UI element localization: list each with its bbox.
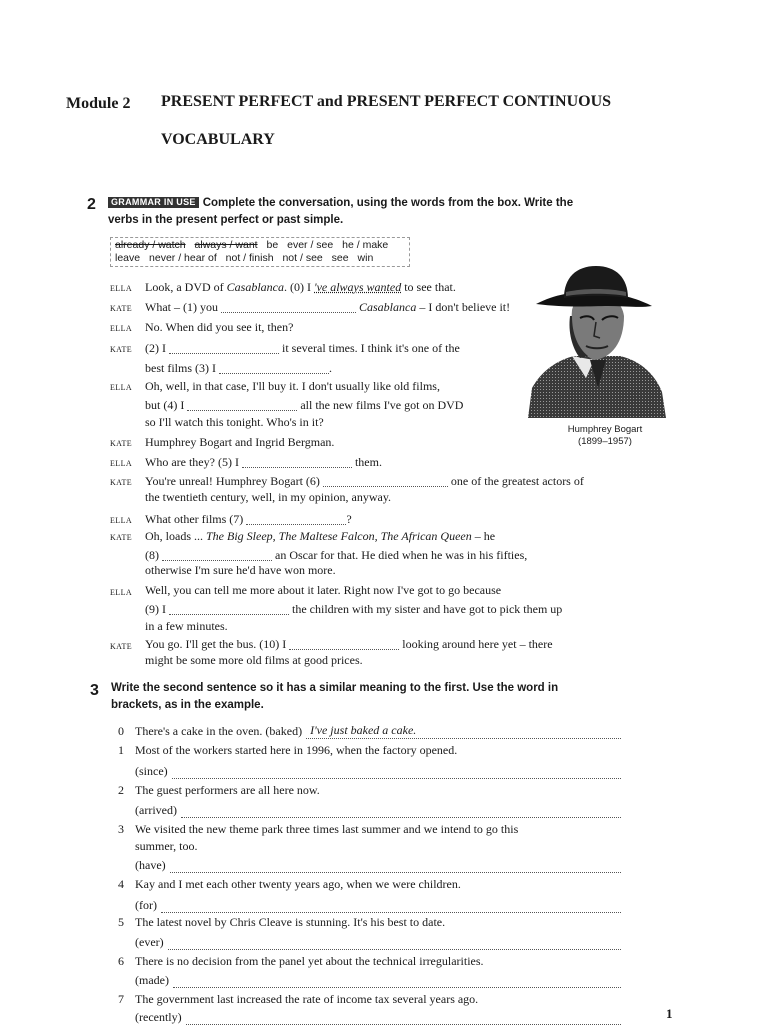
conversation-line: You're unreal! Humphrey Bogart (6) one of the greatest actors of xyxy=(145,474,584,488)
speaker-label: ELLA xyxy=(110,588,133,597)
answer-blank-5[interactable] xyxy=(242,455,352,468)
conversation-line: What – (1) you Casablanca – I don't believe it! xyxy=(145,300,511,314)
conversation-line: in a few minutes. xyxy=(145,619,228,633)
conversation-line: best films (3) I . xyxy=(145,361,332,375)
answer-blank-10[interactable] xyxy=(289,637,399,650)
item-number: 5 xyxy=(118,915,124,929)
item-answer-row: (arrived) xyxy=(135,803,621,818)
word-option: not / finish xyxy=(225,252,274,264)
answer-blank-6[interactable] xyxy=(323,474,448,487)
grammar-in-use-badge: GRAMMAR IN USE xyxy=(108,197,199,208)
exercise-2-instruction-line2: verbs in the present perfect or past simple. xyxy=(108,214,344,226)
word-option: always / want xyxy=(194,239,258,251)
conversation-line: Oh, well, in that case, I'll buy it. I don't usually like old films, xyxy=(145,379,440,393)
conversation-line: No. When did you see it, then? xyxy=(145,320,294,334)
item-number: 1 xyxy=(118,743,124,757)
section-subtitle: VOCABULARY xyxy=(161,131,275,148)
speaker-label: KATE xyxy=(110,304,133,313)
conversation-line: Well, you can tell me more about it later. Right now I've got to go because xyxy=(145,583,502,597)
item-number: 6 xyxy=(118,954,124,968)
conversation-line: (9) I the children with my sister and have got to pick them up xyxy=(145,602,563,616)
item-answer-row: (made) xyxy=(135,973,621,988)
word-option: ever / see xyxy=(287,239,334,251)
item-sentence: Most of the workers started here in 1996, when the factory opened. xyxy=(135,743,458,757)
answer-blank-3[interactable] xyxy=(219,361,329,374)
conversation-line: Humphrey Bogart and Ingrid Bergman. xyxy=(145,435,335,449)
answer-blank-9[interactable] xyxy=(169,602,289,615)
speaker-label: KATE xyxy=(110,642,133,651)
answer-blank-7[interactable] xyxy=(246,512,346,525)
word-box xyxy=(110,237,410,267)
conversation-line: (2) I it several times. I think it's one of the xyxy=(145,341,460,355)
item-sentence: The guest performers are all here now. xyxy=(135,783,320,797)
exercise-3-number: 3 xyxy=(90,682,99,699)
page-number: 1 xyxy=(666,1006,673,1021)
photo-caption-years: (1899–1957) xyxy=(578,436,632,447)
humphrey-bogart-photo xyxy=(528,260,666,418)
item-number: 0 xyxy=(118,724,124,738)
bogart-illustration-icon xyxy=(528,260,666,418)
item-sentence: There is no decision from the panel yet about the technical irregularities. xyxy=(135,954,484,968)
word-option: not / see xyxy=(282,252,323,264)
word-option: win xyxy=(357,252,374,264)
module-label: Module 2 xyxy=(66,95,131,112)
example-answer-line: I've just baked a cake. xyxy=(306,726,621,739)
page-title: PRESENT PERFECT and PRESENT PERFECT CONTINUOUS xyxy=(161,93,612,110)
conversation-line: but (4) I all the new films I've got on DVD xyxy=(145,398,464,412)
word-box-row-1 xyxy=(115,239,405,252)
answer-blank-4[interactable] xyxy=(187,398,297,411)
item-sentence: Kay and I met each other twenty years ago, when we were children. xyxy=(135,877,461,891)
item-number: 7 xyxy=(118,992,124,1006)
item-sentence: The government last increased the rate of income tax several years ago. xyxy=(135,992,479,1006)
conversation-line: Who are they? (5) I them. xyxy=(145,455,382,469)
word-box-row-2 xyxy=(115,252,405,265)
conversation-line: Oh, loads ... The Big Sleep, The Maltese Falcon, The African Queen – he xyxy=(145,529,496,543)
answer-line-6[interactable] xyxy=(173,975,621,988)
item-number: 4 xyxy=(118,877,124,891)
conversation-line: so I'll watch this tonight. Who's in it? xyxy=(145,415,324,429)
item-sentence: We visited the new theme park three times last summer and we intend to go this xyxy=(135,822,519,836)
answer-line-7[interactable] xyxy=(186,1012,621,1025)
conversation-line: You go. I'll get the bus. (10) I looking around here yet – there xyxy=(145,637,553,651)
exercise-3-instruction xyxy=(111,680,558,714)
speaker-label: ELLA xyxy=(110,324,133,333)
item-sentence: The latest novel by Chris Cleave is stunning. It's his best to date. xyxy=(135,915,446,929)
word-option: leave xyxy=(115,252,141,264)
answer-line-3[interactable] xyxy=(170,860,621,873)
word-option: already / watch xyxy=(115,239,186,251)
speaker-label: KATE xyxy=(110,478,133,487)
speaker-label: ELLA xyxy=(110,383,133,392)
conversation-line: the twentieth century, well, in my opinion, anyway. xyxy=(145,490,392,504)
example-answer: 've always wanted xyxy=(314,280,402,294)
example-item: There's a cake in the oven. (baked) I've just baked a cake. xyxy=(135,724,621,739)
photo-caption xyxy=(545,424,665,448)
conversation-line: (8) an Oscar for that. He died when he was in his fifties, xyxy=(145,548,528,562)
exercise-3-instruction-line2: brackets, as in the example. xyxy=(111,699,264,711)
item-answer-row: (for) xyxy=(135,898,621,913)
item-sentence: summer, too. xyxy=(135,839,198,853)
speaker-label: KATE xyxy=(110,533,133,542)
word-option: he / make xyxy=(342,239,389,251)
exercise-3-instruction-line1: Write the second sentence so it has a similar meaning to the first. Use the word in xyxy=(111,682,559,694)
exercise-2-instruction xyxy=(108,195,573,229)
conversation-line: might be some more old films at good prices. xyxy=(145,653,363,667)
photo-caption-name: Humphrey Bogart xyxy=(567,424,643,435)
speaker-label: ELLA xyxy=(110,284,133,293)
conversation-line: What other films (7) ? xyxy=(145,512,352,526)
conversation-line: otherwise I'm sure he'd have won more. xyxy=(145,563,336,577)
word-option: never / hear of xyxy=(149,252,217,264)
exercise-2-number: 2 xyxy=(87,196,96,213)
item-answer-row: (since) xyxy=(135,764,621,779)
item-answer-row: (have) xyxy=(135,858,621,873)
answer-line-5[interactable] xyxy=(168,937,621,950)
answer-line-2[interactable] xyxy=(181,805,621,818)
item-number: 2 xyxy=(118,783,124,797)
conversation-line: Look, a DVD of Casablanca. (0) I 've always wanted to see that. xyxy=(145,280,456,294)
speaker-label: ELLA xyxy=(110,516,133,525)
answer-blank-8[interactable] xyxy=(162,548,272,561)
speaker-label: KATE xyxy=(110,439,133,448)
word-option: see xyxy=(331,252,349,264)
answer-line-1[interactable] xyxy=(172,766,621,779)
answer-line-4[interactable] xyxy=(161,900,621,913)
answer-blank-1[interactable] xyxy=(221,300,356,313)
speaker-label: KATE xyxy=(110,345,133,354)
item-number: 3 xyxy=(118,822,124,836)
item-answer-row: (ever) xyxy=(135,935,621,950)
word-option: be xyxy=(266,239,279,251)
item-answer-row: (recently) xyxy=(135,1010,621,1025)
answer-blank-2[interactable] xyxy=(169,341,279,354)
exercise-2-instruction-line1: Complete the conversation, using the words from the box. Write the xyxy=(202,197,574,209)
speaker-label: ELLA xyxy=(110,459,133,468)
